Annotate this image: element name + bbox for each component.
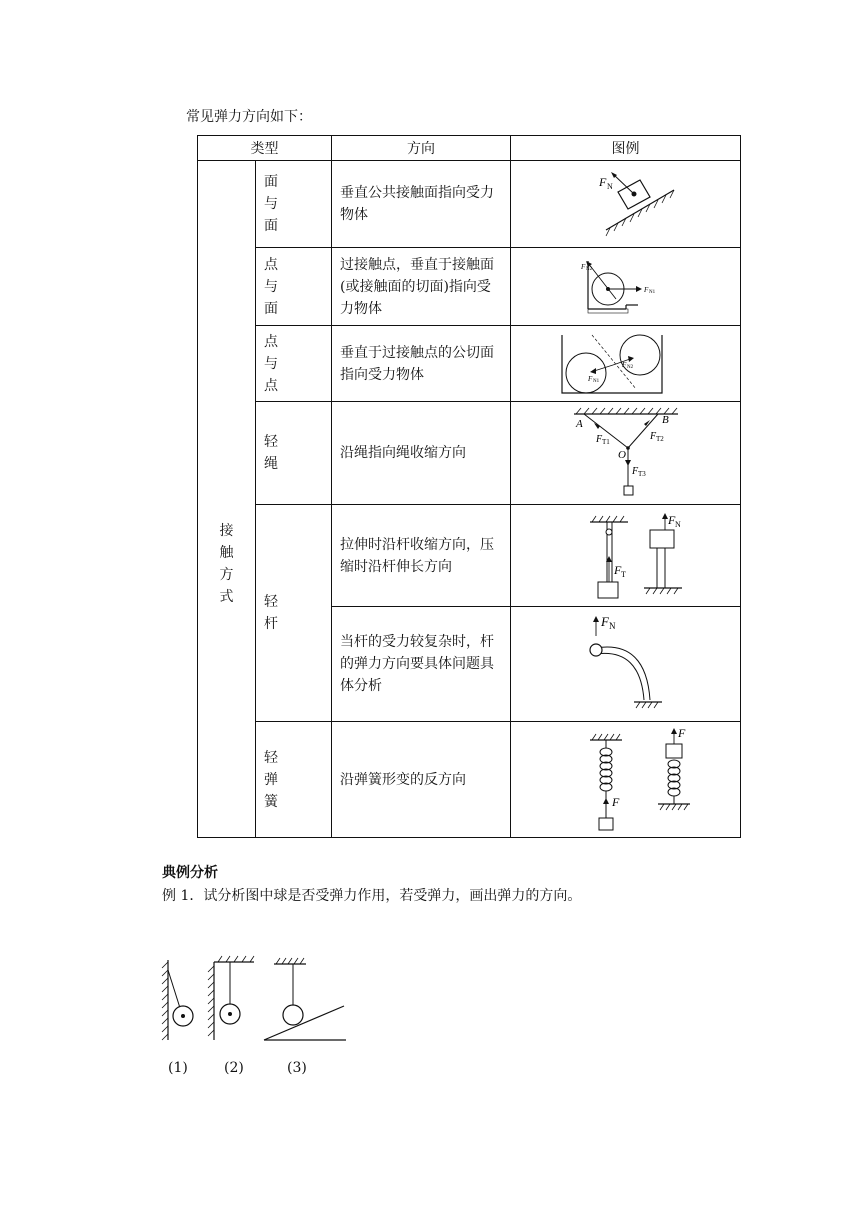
fn1-sub: N1 xyxy=(592,378,599,384)
category-cell xyxy=(256,402,332,505)
figure-cell xyxy=(511,402,741,505)
example-figure xyxy=(150,948,370,1058)
category-cell xyxy=(256,326,332,402)
group-label: 接 触 方 式 xyxy=(219,523,234,605)
fn-sub: N xyxy=(674,519,681,529)
rod-complex-figure xyxy=(526,610,726,718)
fn-label: F xyxy=(667,512,675,527)
direction-cell: 沿绳指向绳收缩方向 xyxy=(332,402,511,505)
ft1-sub: T1 xyxy=(601,438,610,446)
fn-sub: N xyxy=(608,621,615,631)
fn1-label: F xyxy=(587,374,592,383)
ft2-label: F xyxy=(649,431,656,442)
direction-cell: 过接触点，垂直于接触面(或接触面的切面)指向受力物体 xyxy=(332,248,511,326)
ft2-sub: T2 xyxy=(655,435,664,443)
direction-cell: 当杆的受力较复杂时，杆的弹力方向要具体问题具体分析 xyxy=(332,607,511,722)
example-label-1: (1) xyxy=(168,1060,188,1076)
ft-label: F xyxy=(613,562,621,577)
direction-cell: 沿弹簧形变的反方向 xyxy=(332,722,511,838)
fn-sub: N xyxy=(606,182,613,191)
category-cell xyxy=(256,505,332,722)
ft-sub: T xyxy=(620,569,626,579)
ft3-label: F xyxy=(631,466,638,477)
direction-cell: 拉伸时沿杆收缩方向，压缩时沿杆伸长方向 xyxy=(332,505,511,607)
label-o: O xyxy=(617,449,626,461)
category-cell xyxy=(256,161,332,248)
table-row xyxy=(198,505,741,607)
ft1-label: F xyxy=(595,434,602,445)
table-row xyxy=(198,722,741,838)
ft3-sub: T3 xyxy=(637,470,646,478)
category-label: 点 与 点 xyxy=(264,333,278,394)
fn2-label: F xyxy=(580,262,585,271)
header-direction: 方向 xyxy=(332,136,511,161)
category-cell xyxy=(256,722,332,838)
face-face-figure xyxy=(526,164,726,244)
figure-cell xyxy=(511,722,741,838)
figure-cell xyxy=(511,607,741,722)
section-title: 典例分析 xyxy=(162,865,218,881)
figure-cell xyxy=(511,505,741,607)
point-face-figure xyxy=(526,251,726,323)
header-type: 类型 xyxy=(198,136,332,161)
category-label: 点 与 面 xyxy=(264,256,278,317)
elastic-force-table xyxy=(197,135,741,838)
table-row xyxy=(198,326,741,402)
category-label: 面 与 面 xyxy=(264,174,278,234)
figure-cell xyxy=(511,161,741,248)
spring-figure xyxy=(526,724,726,836)
intro-text: 常见弹力方向如下： xyxy=(186,109,312,125)
label-b: B xyxy=(661,414,669,426)
table-row xyxy=(198,248,741,326)
fn2-sub: N2 xyxy=(626,364,633,370)
rod-tension-figure xyxy=(526,508,726,604)
fn2-label: F xyxy=(621,360,626,369)
fn1-label: F xyxy=(643,285,648,294)
category-label: 轻 杆 xyxy=(264,594,278,632)
header-figure: 图例 xyxy=(511,136,741,161)
figure-cell xyxy=(511,248,741,326)
example-text: 例 1．试分析图中球是否受弹力作用，若受弹力，画出弹力的方向。 xyxy=(162,888,582,904)
point-point-figure xyxy=(526,329,726,399)
category-label: 轻 弹 簧 xyxy=(264,749,278,810)
category-cell xyxy=(256,248,332,326)
group-label-cell xyxy=(198,161,256,838)
direction-cell: 垂直公共接触面指向受力物体 xyxy=(332,161,511,248)
example-label-3: (3) xyxy=(287,1060,307,1076)
example-label-2: (2) xyxy=(224,1060,244,1076)
fn1-sub: N1 xyxy=(648,289,655,295)
fn-label: F xyxy=(598,175,606,189)
f-label: F xyxy=(611,794,619,809)
table-row xyxy=(198,161,741,248)
category-label: 轻 绳 xyxy=(264,434,278,472)
rope-figure xyxy=(526,404,726,502)
f-label: F xyxy=(677,725,685,740)
figure-cell xyxy=(511,326,741,402)
fn-label: F xyxy=(600,614,609,629)
label-a: A xyxy=(575,418,583,430)
fn2-sub: N2 xyxy=(585,266,592,272)
direction-cell: 垂直于过接触点的公切面指向受力物体 xyxy=(332,326,511,402)
table-row xyxy=(198,402,741,505)
table-header-row xyxy=(198,136,741,161)
